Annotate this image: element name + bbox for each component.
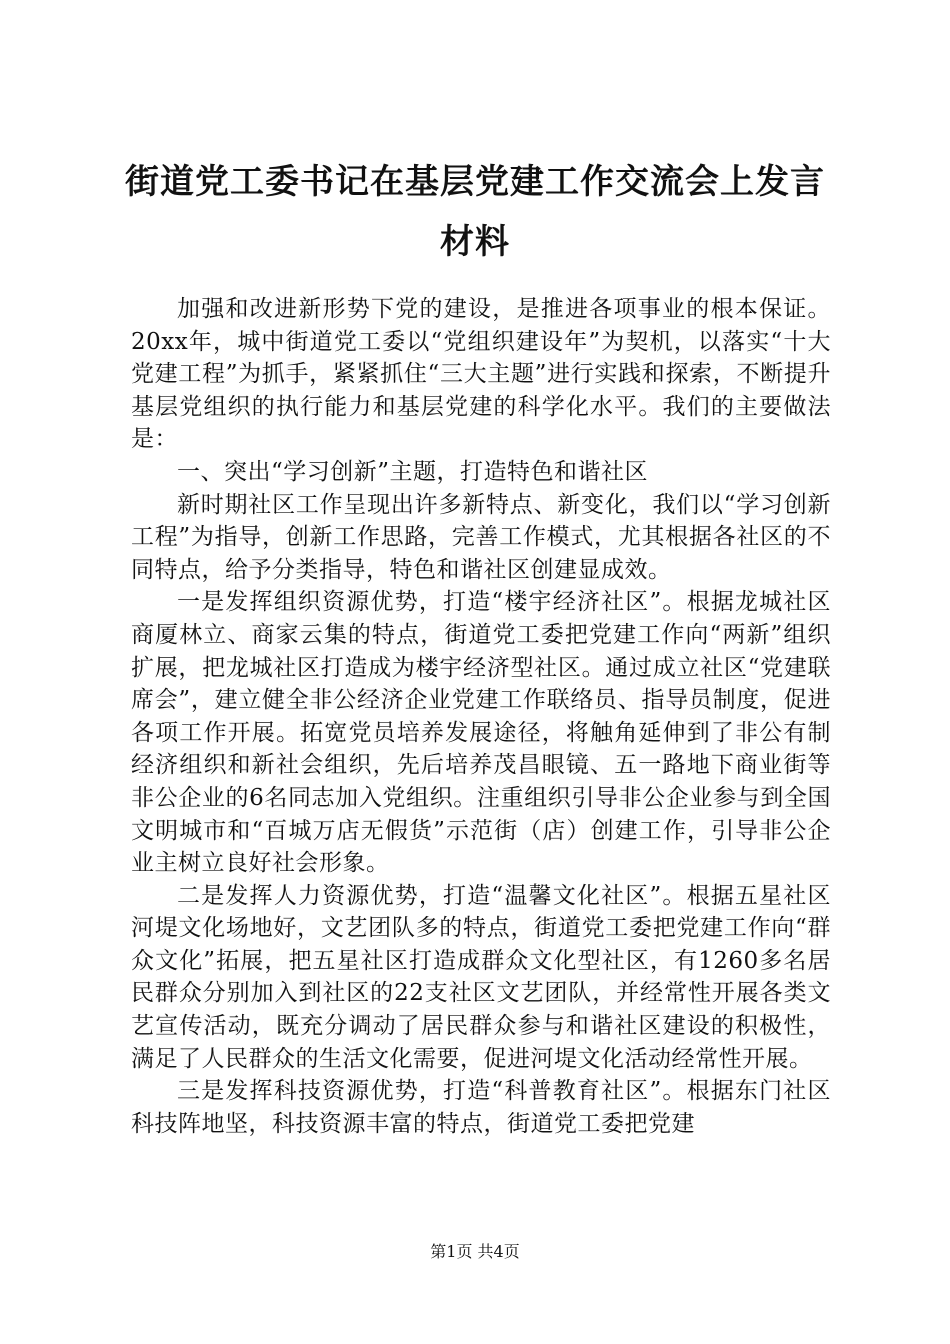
document-title: 街道党工委书记在基层党建工作交流会上发言材料: [125, 162, 825, 262]
paragraph-intro: 加强和改进新形势下党的建设，是推进各项事业的根本保证。20xx年，城中街道党工委以“党组织建设年”为契机，以落实“十大党建工程”为抓手，紧紧抓住“三大主题”进行实践和探索，不断提升基层党组织的执行能力和基层党建的科学化水平。我们的主要做法是：: [131, 296, 831, 453]
paragraph-point-1: 一是发挥组织资源优势，打造“楼宇经济社区”。根据龙城社区商厦林立、商家云集的特点，街道党工委把党建工作向“两新”组织扩展，把龙城社区打造成为楼宇经济型社区。通过成立社区“党建联席会”，建立健全非公经济企业党建工作联络员、指导员制度，促进各项工作开展。拓宽党员培养发展途径，将触角延伸到了非公有制经济组织和新社会组织，先后培养茂昌眼镜、五一路地下商业街等非公企业的6名同志加入党组织。注重组织引导非公企业参与到全国文明城市和“百城万店无假货”示范街（店）创建工作，引导非公企业主树立良好社会形象。: [131, 589, 831, 877]
document-body: [131, 293, 831, 1140]
paragraph-point-3: 三是发挥科技资源优势，打造“科普教育社区”。根据东门社区科技阵地坚，科技资源丰富的特点，街道党工委把党建: [131, 1078, 831, 1137]
page-number-footer: 第1页 共4页: [430, 1242, 520, 1261]
paragraph-section-intro: 新时期社区工作呈现出许多新特点、新变化，我们以“学习创新工程”为指导，创新工作思路，完善工作模式，尤其根据各社区的不同特点，给予分类指导，特色和谐社区创建显成效。: [131, 491, 831, 583]
section-heading-1: 一、突出“学习创新”主题，打造特色和谐社区: [177, 458, 649, 485]
paragraph-point-2: 二是发挥人力资源优势，打造“温馨文化社区”。根据五星社区河堤文化场地好，文艺团队多的特点，街道党工委把党建工作向“群众文化”拓展，把五星社区打造成群众文化型社区，有1260多名居民群众分别加入到社区的22支社区文艺团队，并经常性开展各类文艺宣传活动，既充分调动了居民群众参与和谐社区建设的积极性，满足了人民群众的生活文化需要，促进河堤文化活动经常性开展。: [131, 882, 831, 1072]
